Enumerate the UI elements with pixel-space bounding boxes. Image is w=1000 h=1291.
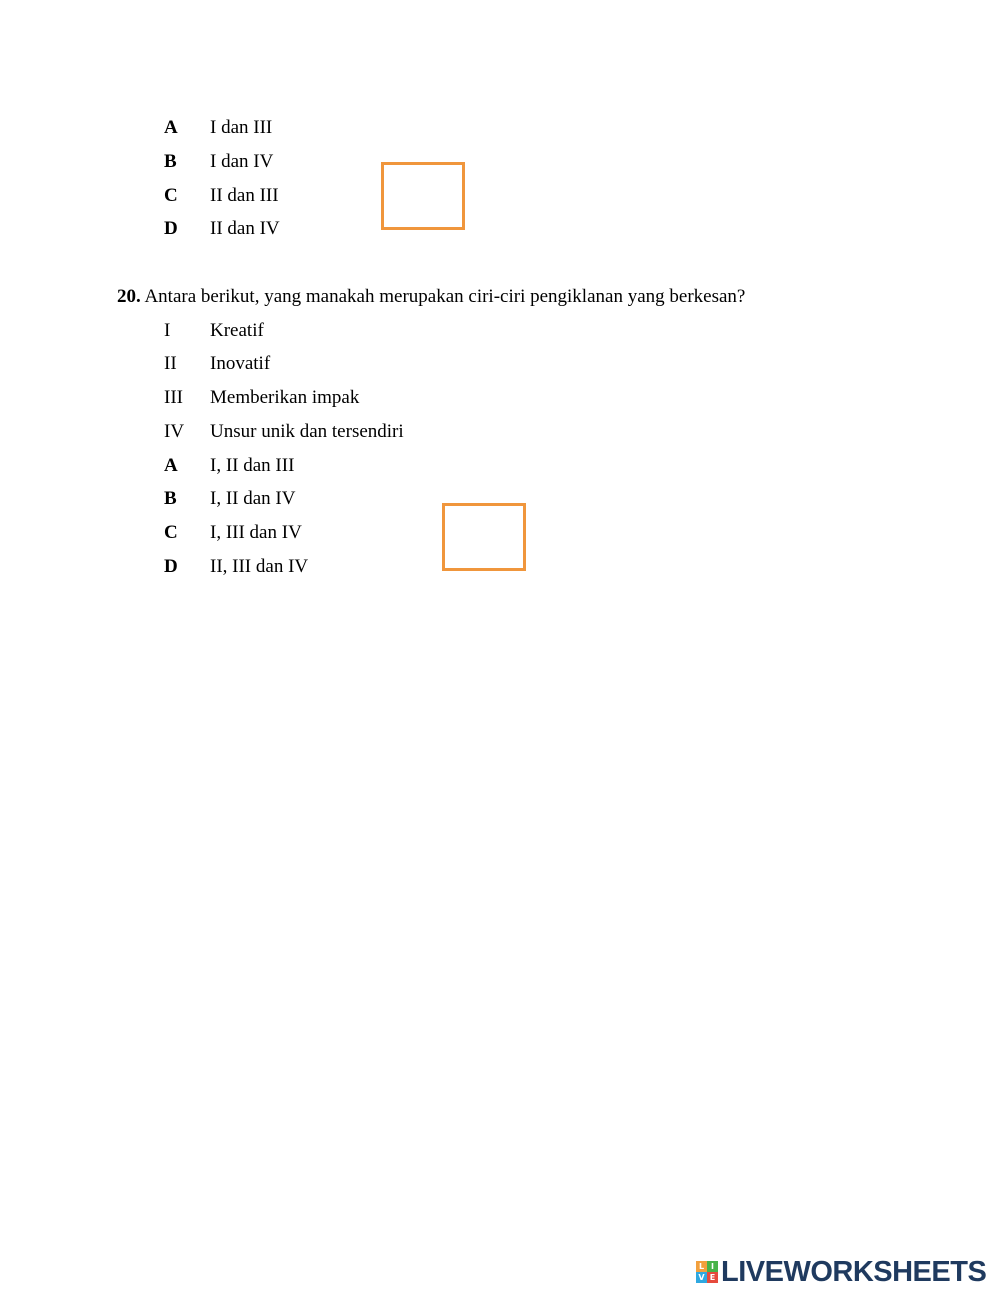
option-text: II dan III	[210, 185, 279, 206]
logo-mark-tile: E	[707, 1272, 718, 1283]
logo-mark-tile: I	[707, 1261, 718, 1272]
statement-numeral: III	[164, 387, 183, 408]
statement-numeral: IV	[164, 421, 185, 442]
option-letter: D	[164, 218, 178, 239]
option-text: I, II dan III	[210, 455, 295, 476]
q19-answer-box[interactable]	[381, 162, 465, 230]
statement-text: Kreatif	[210, 320, 264, 341]
option-letter: B	[164, 151, 177, 172]
option-text: I dan III	[210, 117, 273, 138]
option-text: II, III dan IV	[210, 556, 309, 577]
statement-text: Unsur unik dan tersendiri	[210, 421, 404, 442]
question-number: 20.	[117, 286, 141, 307]
option-text: I, II dan IV	[210, 488, 296, 509]
liveworksheets-logo	[696, 1257, 986, 1287]
logo-mark-tile: L	[696, 1261, 707, 1272]
option-text: I, III dan IV	[210, 522, 302, 543]
option-text: II dan IV	[210, 218, 280, 239]
statement-numeral: I	[164, 320, 171, 341]
q20-answer-box[interactable]	[442, 503, 526, 571]
question-text: Antara berikut, yang manakah merupakan ciri-ciri pengiklanan yang berkesan?	[144, 286, 746, 307]
logo-mark-tile: V	[696, 1272, 707, 1283]
logo-mark-icon	[696, 1261, 718, 1283]
option-letter: C	[164, 522, 178, 543]
statement-text: Memberikan impak	[210, 387, 360, 408]
statement-text: Inovatif	[210, 353, 271, 374]
option-letter: C	[164, 185, 178, 206]
option-letter: A	[164, 455, 178, 476]
option-text: I dan IV	[210, 151, 274, 172]
statement-numeral: II	[164, 353, 177, 374]
option-letter: B	[164, 488, 177, 509]
option-letter: A	[164, 117, 178, 138]
q20-question	[117, 286, 745, 308]
option-letter: D	[164, 556, 178, 577]
logo-text: LIVEWORKSHEETS	[721, 1255, 987, 1288]
